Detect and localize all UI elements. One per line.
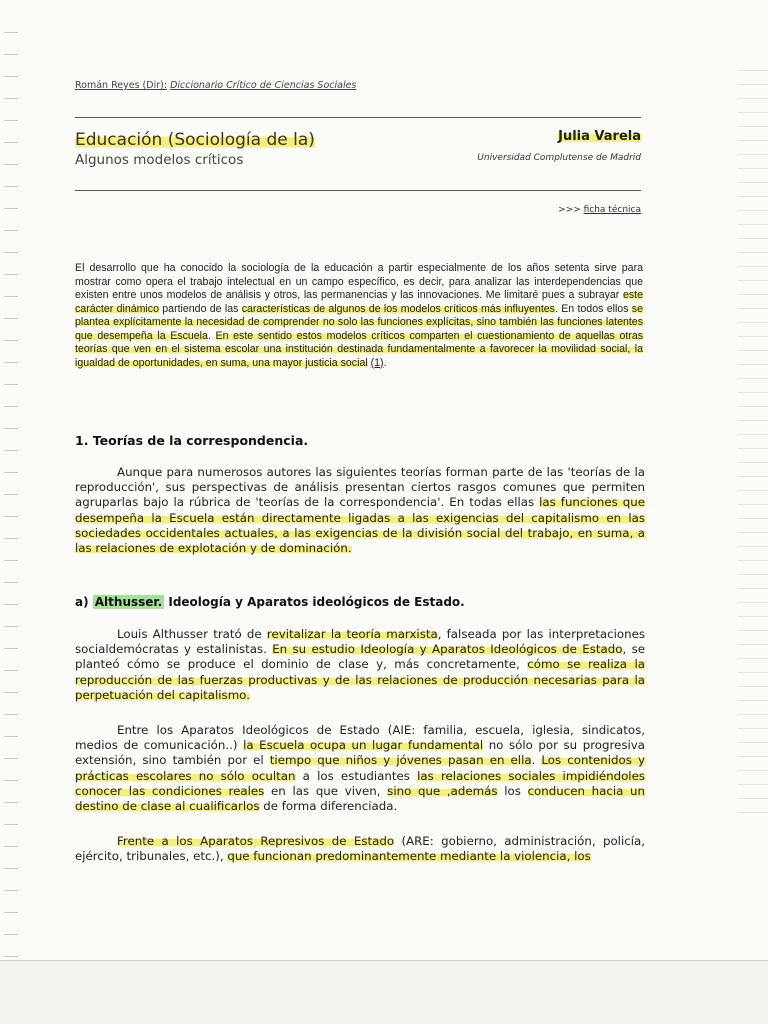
article-author: Julia Varela xyxy=(558,129,641,144)
article-title: Educación (Sociología de la) xyxy=(75,130,315,150)
section1-paragraph: Aunque para numerosos autores las siguientes teorías forman parte de las 'teorías de la reproducción', sus perspectivas de análisis presentan ciertos rasgos comunes que permiten agruparlas bajo la rúbrica de 'teorías de la correspondencia'. En todas ellas las funciones que desempeña la Escuela están directamente ligadas a las exigencias del capitalismo en las sociedades occidentales actuales, a las exigencias de la división social del trabajo, en suma, a las relaciones de explotación y de dominación. xyxy=(75,465,645,556)
source-work: Diccionario Crítico de Ciencias Sociales xyxy=(170,80,357,91)
ficha-tecnica-link[interactable]: ficha técnica xyxy=(583,205,641,215)
althusser-paragraph-1: Louis Althusser trató de revitalizar la teoría marxista, falseada por las interpretaciones socialdemócratas y estalinistas. En su estudio Ideología y Aparatos Ideológicos de Estado, se planteó cómo se produce el dominio de clase y, más concretamente, cómo se realiza la reproducción de las fuerzas productivas y de las relaciones de producción necesarias para la perpetuación del capitalismo. xyxy=(75,627,645,702)
althusser-paragraph-2: Entre los Aparatos Ideológicos de Estado (AIE: familia, escuela, iglesia, sindicatos, medios de comunicación..) la Escuela ocupa un lugar fundamental no sólo por su progresiva extensión, sino también por el tiempo que niños y jóvenes pasan en ella. Los contenidos y prácticas escolares no sólo ocultan a los estudiantes las relaciones sociales impidiéndoles conocer las condiciones reales en las que viven, sino que ,además los conducen hacia un destino de clase al cualificarlos de forma diferenciada. xyxy=(75,723,645,814)
source-editor: Román Reyes (Dir): xyxy=(75,80,168,91)
header-top-rule xyxy=(75,117,641,118)
althusser-paragraph-3: Frente a los Aparatos Represivos de Estado (ARE: gobierno, administración, policía, ejército, tribunales, etc.), que funcionan predominantemente mediante la violencia, los xyxy=(75,834,645,864)
section-heading-1: 1. Teorías de la correspondencia. xyxy=(75,433,309,448)
footnote-ref-1[interactable]: (1) xyxy=(370,356,384,369)
source-citation xyxy=(75,80,356,91)
section-heading-a: a) Althusser. Ideología y Aparatos ideológicos de Estado. xyxy=(75,595,465,609)
header-bottom-rule xyxy=(75,190,641,191)
article-subtitle: Algunos modelos críticos xyxy=(75,152,244,168)
ficha-prefix: >>> xyxy=(558,205,581,215)
althusser-label: Althusser. xyxy=(94,595,163,609)
page-bleed-through xyxy=(738,60,768,820)
spiral-binding xyxy=(4,20,18,960)
intro-paragraph: El desarrollo que ha conocido la sociología de la educación a partir especialmente de los años setenta sirve para mostrar como opera el trabajo intelectual en un campo específico, es decir, para analizar las interdependencias que existen entre unos modelos de análisis y otros, las permanencias y las innovaciones. Me limitaré pues a subrayar este carácter dinámico partiendo de las características de algunos de los modelos críticos más influyentes. En todos ellos se plantea explícitamente la necesidad de comprender no solo las funciones explícitas, sino también las funciones latentes que desempeña la Escuela. En este sentido estos modelos críticos comparten el cuestionamiento de aquellas otras teorías que ven en el sistema escolar una institución destinada fundamentalmente a favorecer la movilidad social, la igualdad de oportunidades, en suma, una mayor justicia social (1). xyxy=(75,262,644,369)
ficha-tecnica-link-row xyxy=(558,205,641,215)
author-affiliation: Universidad Complutense de Madrid xyxy=(477,153,641,163)
